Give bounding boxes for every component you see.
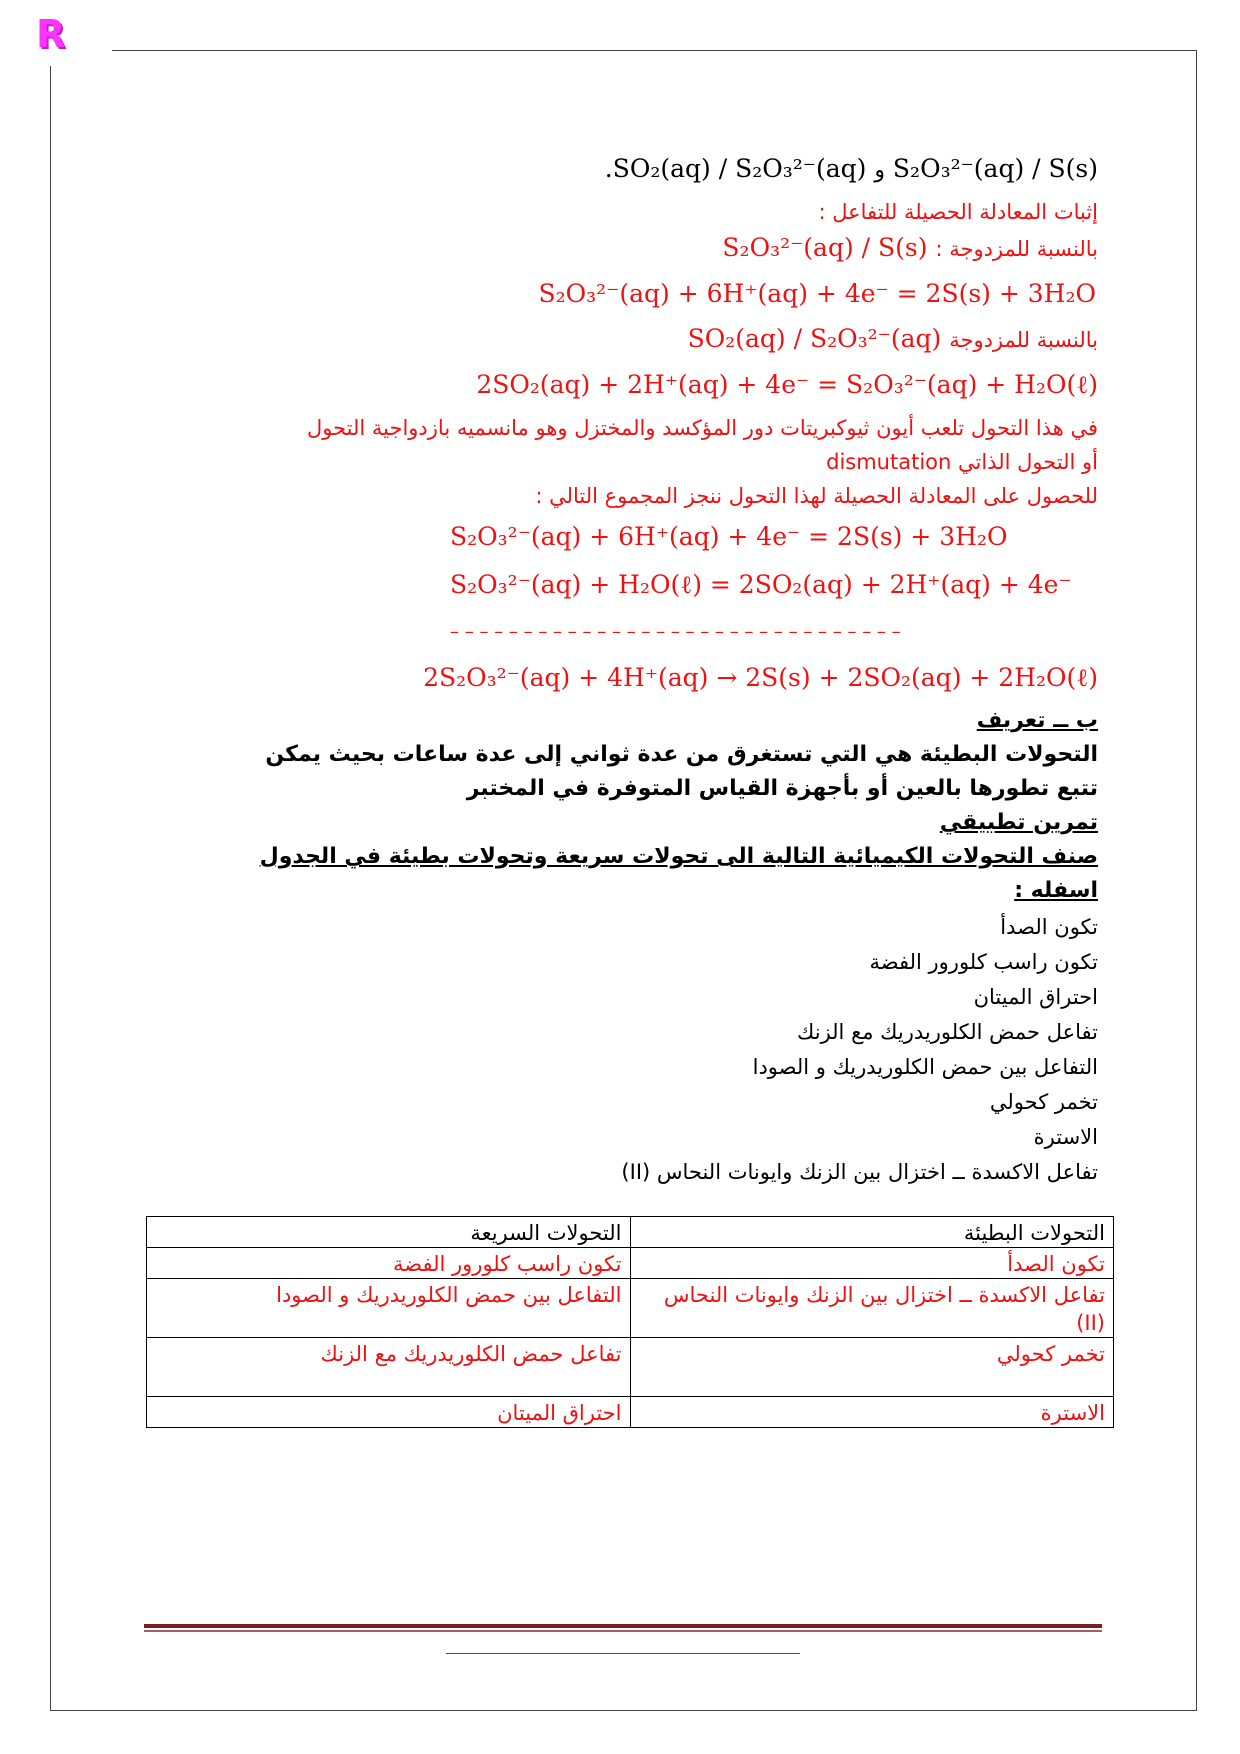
header-fast: التحولات السريعة bbox=[147, 1217, 631, 1248]
sum-equation-1 bbox=[450, 513, 1098, 561]
couple1-formula: S₂O₃²⁻(aq) / S(s) bbox=[722, 233, 928, 262]
header-slow: التحولات البطيئة bbox=[630, 1217, 1114, 1248]
sum-block bbox=[150, 513, 1098, 652]
cell-slow: تخمر كحولي bbox=[630, 1338, 1114, 1397]
sum-equation-2 bbox=[450, 561, 1098, 609]
couple-a-formula: .SO₂(aq) / S₂O₃²⁻(aq) bbox=[604, 154, 867, 183]
table-header-row bbox=[147, 1217, 1114, 1248]
logo-r: R bbox=[36, 12, 66, 56]
definition-line-2: تتبع تطورها بالعين أو بأجهزة القياس المتوفرة في المختبر bbox=[466, 776, 1098, 801]
footer-rule-thin bbox=[144, 1630, 1102, 1632]
exercise-question-2: اسفله : bbox=[1014, 878, 1098, 903]
sum-eq2-text: S₂O₃²⁻(aq) + H₂O(ℓ) = 2SO₂(aq) + 2H⁺(aq) + 4e⁻ bbox=[450, 570, 1072, 599]
list-item: احتراق الميتان bbox=[973, 985, 1098, 1009]
exercise-question-1: صنف التحولات الكيميائية التالية الى تحولات سريعة وتحولات بطيئة في الجدول bbox=[259, 844, 1098, 869]
intro-couples bbox=[150, 145, 1098, 195]
page-frame-bottom bbox=[50, 1710, 1197, 1711]
cell-fast: احتراق الميتان bbox=[147, 1397, 631, 1428]
cell-fast: التفاعل بين حمض الكلوريدريك و الصودا bbox=[147, 1279, 631, 1338]
final-equation bbox=[150, 652, 1098, 704]
list-item: الاسترة bbox=[1033, 1125, 1098, 1149]
proof-title: إثبات المعادلة الحصيلة للتفاعل : bbox=[818, 200, 1098, 224]
exercise-title: تمرين تطبيقي bbox=[939, 810, 1098, 835]
list-item: تفاعل الاكسدة ــ اختزال بين الزنك وايونات النحاس (II) bbox=[621, 1160, 1098, 1184]
sum-intro: للحصول على المعادلة الحصيلة لهذا التحول ننجز المجموع التالي : bbox=[535, 484, 1098, 508]
footer-link-underline[interactable] bbox=[446, 1653, 800, 1654]
list-item: تخمر كحولي bbox=[989, 1090, 1098, 1114]
footer-rule bbox=[144, 1624, 1102, 1628]
couple1-row bbox=[150, 227, 1098, 270]
couple-b-formula: S₂O₃²⁻(aq) / S(s) bbox=[892, 154, 1098, 183]
table-row bbox=[147, 1279, 1114, 1338]
table-row bbox=[147, 1248, 1114, 1279]
couple1-label: بالنسبة للمزدوجة : bbox=[935, 237, 1098, 261]
cell-slow: الاسترة bbox=[630, 1397, 1114, 1428]
explain-line-2: أو التحول الذاتي dismutation bbox=[826, 450, 1098, 474]
final-eq-text: 2S₂O₃²⁻(aq) + 4H⁺(aq) → 2S(s) + 2SO₂(aq) + 2H₂O(ℓ) bbox=[423, 663, 1098, 692]
half-equation-1 bbox=[150, 270, 1098, 318]
list-item: التفاعل بين حمض الكلوريدريك و الصودا bbox=[752, 1055, 1098, 1079]
classification-table bbox=[146, 1216, 1114, 1428]
sum-eq1-text: S₂O₃²⁻(aq) + 6H⁺(aq) + 4e⁻ = 2S(s) + 3H₂O bbox=[450, 522, 1008, 551]
and-word: و bbox=[874, 158, 885, 183]
cell-slow: تفاعل الاكسدة ــ اختزال بين الزنك وايونات النحاس (II) bbox=[630, 1279, 1114, 1338]
transformations-list bbox=[150, 910, 1098, 1190]
couple2-row bbox=[150, 318, 1098, 361]
cell-fast: تفاعل حمض الكلوريدريك مع الزنك bbox=[147, 1338, 631, 1397]
couple2-formula: SO₂(aq) / S₂O₃²⁻(aq) bbox=[687, 324, 942, 353]
list-item: تكون راسب كلورور الفضة bbox=[869, 950, 1098, 974]
cell-slow: تكون الصدأ bbox=[630, 1248, 1114, 1279]
half-eq2-text: 2SO₂(aq) + 2H⁺(aq) + 4e⁻ = S₂O₃²⁻(aq) + H₂O(ℓ) bbox=[476, 370, 1098, 399]
dash-separator bbox=[450, 609, 1098, 652]
table-row bbox=[147, 1397, 1114, 1428]
table-row bbox=[147, 1338, 1114, 1397]
document-body bbox=[150, 145, 1098, 1190]
page-frame-left bbox=[50, 66, 51, 1711]
list-item: تكون الصدأ bbox=[1000, 915, 1098, 939]
dash-line-text: – – – – – – – – – – – – – – – – – – – – – – – – – – – – – – – bbox=[450, 621, 901, 642]
definition-title: ب ــ تعريف bbox=[976, 708, 1098, 733]
definition-line-1: التحولات البطيئة هي التي تستغرق من عدة ثواني إلى عدة ساعات بحيث يمكن bbox=[265, 742, 1098, 767]
couple2-label: بالنسبة للمزدوجة bbox=[949, 328, 1098, 352]
page-frame-top bbox=[112, 50, 1196, 51]
explain-line-1: في هذا التحول تلعب أيون ثيوكبريتات دور المؤكسد والمختزل وهو مانسميه بازدواجية التحول bbox=[306, 416, 1098, 440]
half-equation-2 bbox=[150, 361, 1098, 409]
list-item: تفاعل حمض الكلوريدريك مع الزنك bbox=[797, 1020, 1098, 1044]
page-frame-right bbox=[1196, 50, 1197, 1710]
cell-fast: تكون راسب كلورور الفضة bbox=[147, 1248, 631, 1279]
half-eq1-text: S₂O₃²⁻(aq) + 6H⁺(aq) + 4e⁻ = 2S(s) + 3H₂O bbox=[538, 279, 1096, 308]
